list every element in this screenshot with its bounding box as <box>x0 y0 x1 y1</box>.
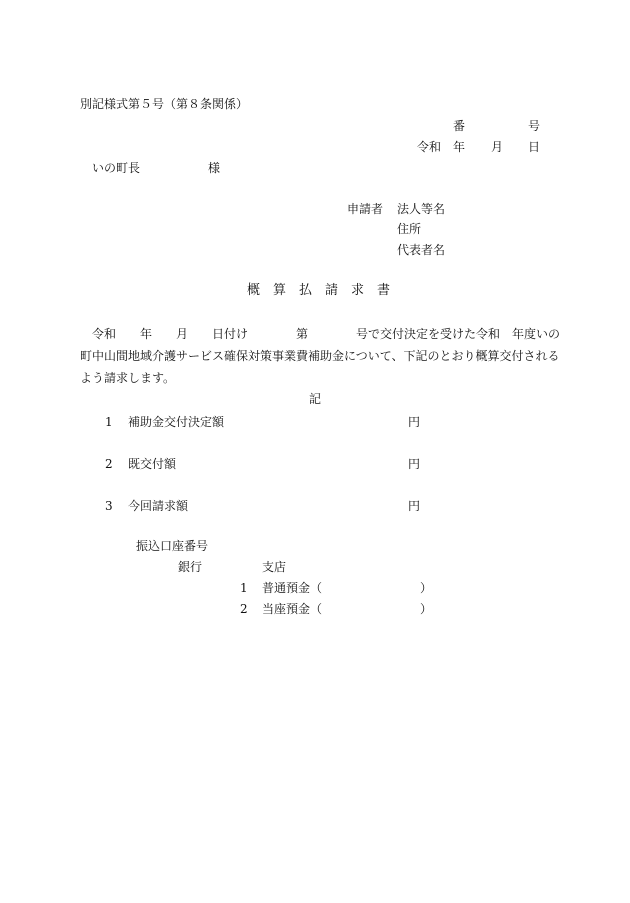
addressee-sama: 様 <box>208 161 221 175</box>
item-2-number: 2 <box>105 457 113 471</box>
body-line-2: 町中山間地域介護サービス確保対策事業費補助金について、下記のとおり概算交付される <box>80 349 560 363</box>
item-1-label: 補助金交付決定額 <box>128 415 225 429</box>
applicant-representative: 代表者名 <box>397 243 446 257</box>
date-year: 年 <box>453 140 466 154</box>
account-type-1-close: ） <box>420 581 433 595</box>
item-1-number: 1 <box>105 415 113 429</box>
account-type-2-close: ） <box>420 602 433 616</box>
applicant-address: 住所 <box>397 222 422 236</box>
body-line-3: よう請求します。 <box>80 371 176 385</box>
form-number: 別記様式第５号（第８条関係） <box>80 97 249 111</box>
item-3-number: 3 <box>105 499 113 513</box>
account-type-1-number: 1 <box>240 581 248 595</box>
account-type-1-label: 普通預金（ <box>262 581 323 595</box>
bank-heading: 振込口座番号 <box>136 539 209 553</box>
branch-label: 支店 <box>262 560 287 574</box>
number-label-ban: 番 <box>453 119 466 133</box>
document-title: 概 算 払 請 求 書 <box>247 283 391 298</box>
number-label-go: 号 <box>528 119 541 133</box>
item-2-unit: 円 <box>408 457 421 471</box>
date-reiwa: 令和 <box>417 140 442 154</box>
bank-label: 銀行 <box>178 560 203 574</box>
ki-label: 記 <box>309 392 322 406</box>
body-line-1: 令和 年 月 日付け 第 号で交付決定を受けた令和 年度いの <box>92 327 561 341</box>
account-type-2-label: 当座預金（ <box>262 602 323 616</box>
item-3-unit: 円 <box>408 499 421 513</box>
item-3-label: 今回請求額 <box>128 499 189 513</box>
date-day: 日 <box>528 140 541 154</box>
date-month: 月 <box>491 140 504 154</box>
addressee: いの町長 <box>92 161 141 175</box>
applicant-corp-name: 法人等名 <box>397 202 446 216</box>
item-1-unit: 円 <box>408 415 421 429</box>
account-type-2-number: 2 <box>240 602 248 616</box>
item-2-label: 既交付額 <box>128 457 177 471</box>
applicant-label: 申請者 <box>347 202 384 216</box>
